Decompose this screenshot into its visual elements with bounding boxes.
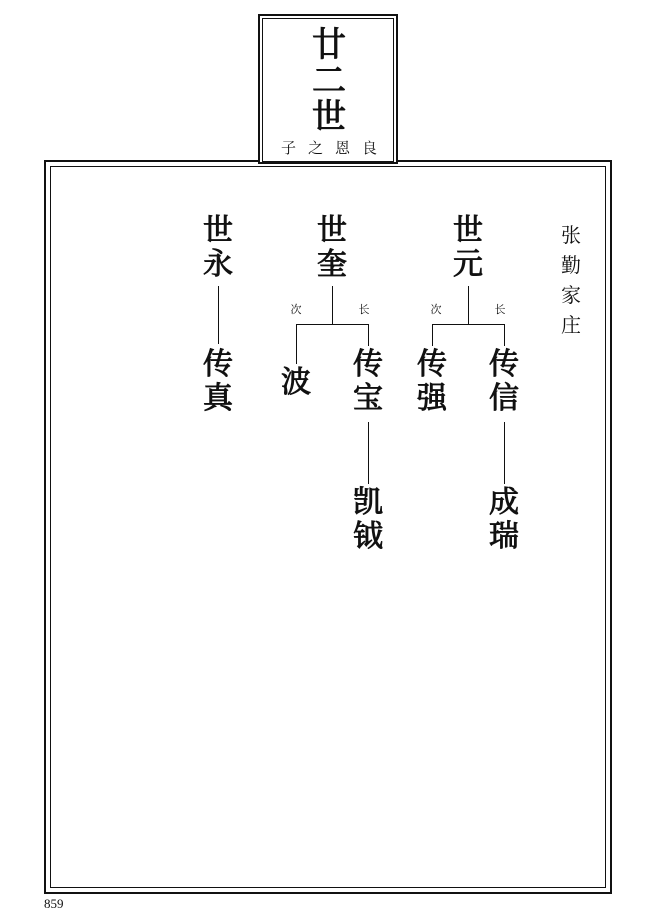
- generation-char: 二: [312, 61, 346, 101]
- person-chengrui: 成 瑞: [489, 485, 519, 554]
- lineage-line: [504, 324, 505, 346]
- sibling-bar: [432, 324, 504, 325]
- sibling-bar: [296, 324, 368, 325]
- generation-char: 世: [312, 97, 346, 137]
- person-chuanbao: 传 宝: [353, 347, 383, 416]
- person-shikui: 世 奎: [317, 213, 347, 282]
- lineage-line: [218, 286, 219, 344]
- person-shiyong: 世 永: [203, 213, 233, 282]
- rank-second: 次: [430, 303, 442, 316]
- lineage-line: [332, 286, 333, 324]
- lineage-line: [296, 324, 297, 364]
- person-bo: 波: [281, 365, 311, 400]
- person-chuanzhen: 传 真: [203, 347, 233, 416]
- generation-subtitle: 子之恩良: [280, 139, 389, 157]
- rank-eldest: 长: [358, 303, 370, 316]
- lineage-line: [432, 324, 433, 346]
- lineage-line: [368, 324, 369, 346]
- page-number: 859: [44, 896, 64, 911]
- person-chuanqiang: 传 强: [417, 347, 447, 416]
- person-shiyuan: 世 元: [453, 213, 483, 282]
- person-kaiyue: 凯 钺: [353, 485, 383, 554]
- person-chuanxin: 传 信: [489, 347, 519, 416]
- rank-second: 次: [290, 303, 302, 316]
- branch-label: 张 勤 家 庄: [561, 223, 581, 337]
- rank-eldest: 长: [494, 303, 506, 316]
- generation-char: 廿: [312, 25, 346, 65]
- lineage-line: [504, 422, 505, 484]
- lineage-line: [368, 422, 369, 484]
- lineage-line: [468, 286, 469, 324]
